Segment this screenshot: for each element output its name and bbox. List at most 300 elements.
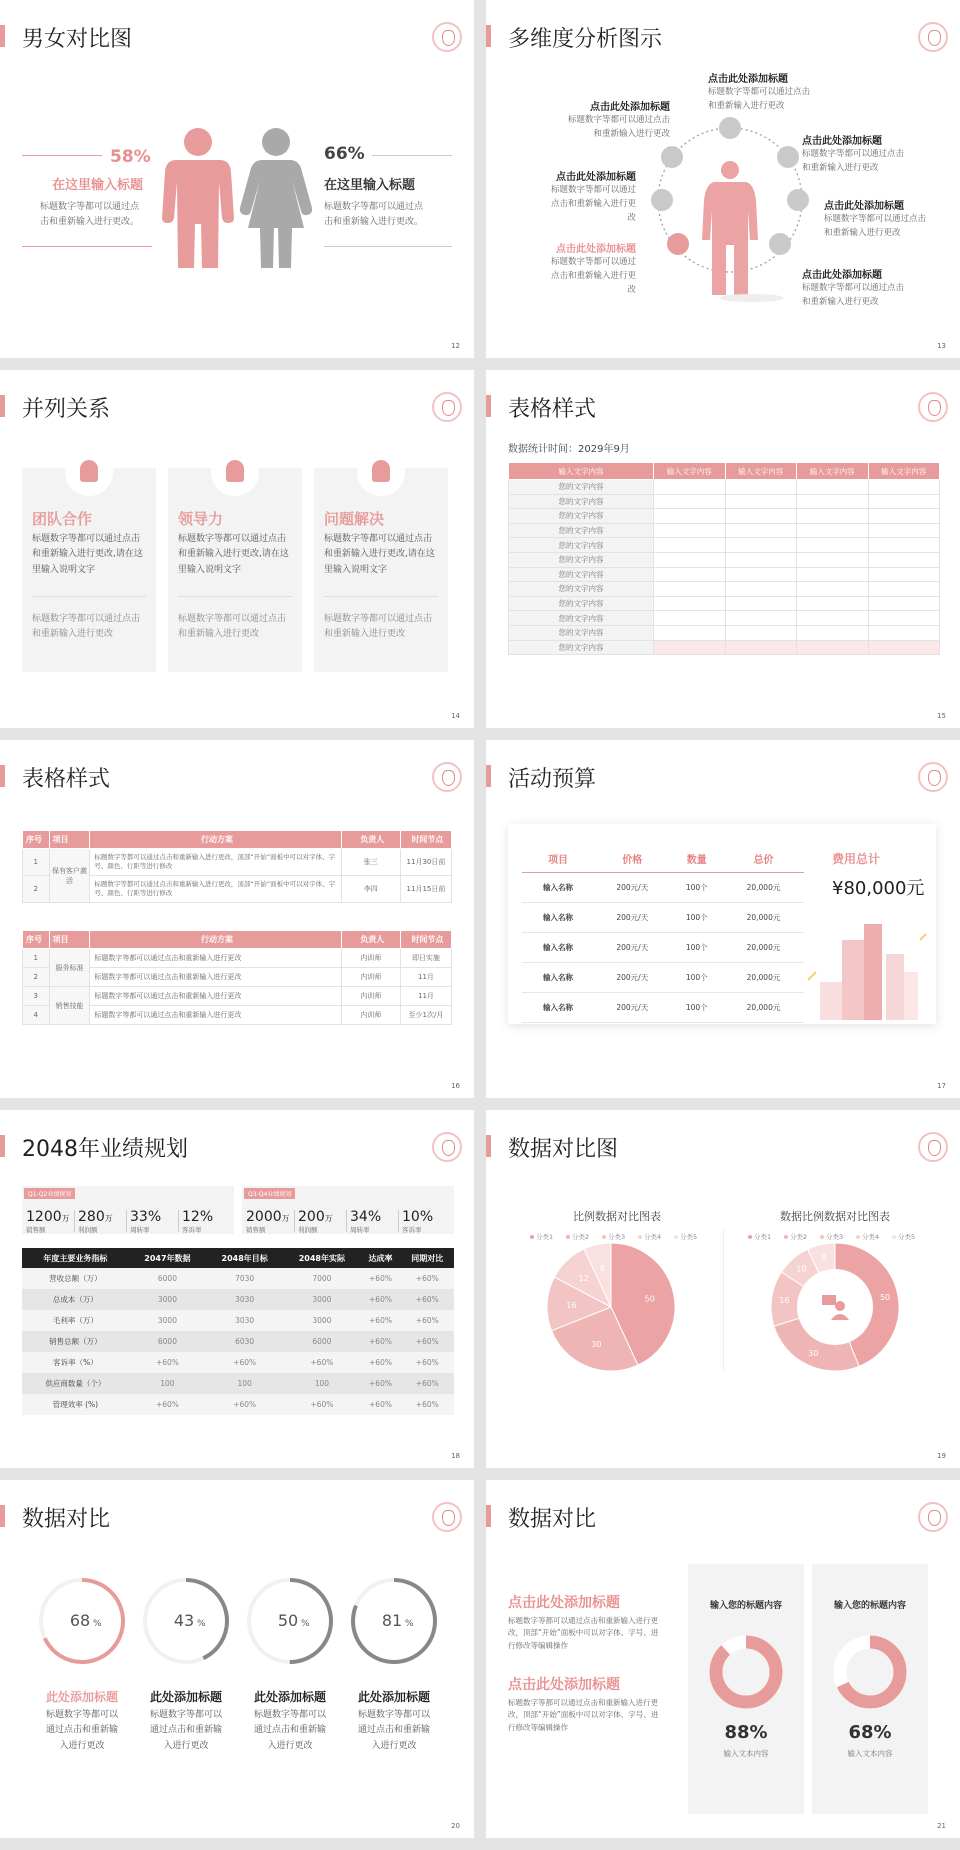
row-label: 您的文字内容 [509,509,654,524]
kpi-value: 34% [350,1209,382,1225]
card-heading: 团队合作 [32,510,93,528]
slide-13[interactable] [486,0,960,358]
legend-item [748,1232,771,1241]
plan-cell: 标题数字等都可以通过点击和重新输入进行更改，顶部“开始”面板中可以对字体、字号、颜色、行距等进行修改 [90,849,341,876]
item-desc: 标题数字等都可以通过点击和重新输入进行更改 [550,185,636,224]
table-cell[interactable] [868,596,940,611]
table-cell[interactable] [725,509,797,524]
table-cell[interactable] [868,625,940,640]
card-foot: 标题数字等都可以通过点击和重新输入进行更改 [32,614,141,640]
kpi-label: 利润额 [298,1226,318,1234]
table-cell[interactable] [654,625,726,640]
item-left-1[interactable] [560,98,670,141]
row-label: 您的文字内容 [509,480,654,495]
item-desc: 标题数字等都可以通过点击和重新输入进行更改 [567,115,670,140]
kpi-item [130,1206,180,1234]
table-row [509,523,940,538]
left-line [22,155,102,156]
kpi-value: 280 [78,1209,105,1225]
table-cell[interactable] [797,596,869,611]
date-cell: 即日实施 [400,949,451,968]
slice-label: 50 [644,1294,655,1304]
table-cell[interactable] [868,509,940,524]
progress-donut [830,1632,910,1712]
kpi-item [402,1206,452,1234]
table-row [22,1289,454,1310]
legend-item [638,1232,661,1241]
table-row [509,538,940,553]
table-row [509,567,940,582]
table-cell[interactable] [654,494,726,509]
table-cell: +60% [401,1373,454,1394]
table-cell: 毛利率（万） [22,1310,129,1331]
table-row [22,1373,454,1394]
page-number: 14 [451,712,460,720]
row-no: 2 [23,876,50,903]
table-cell[interactable] [868,480,940,495]
header-cell: 年度主要业务指标 [22,1248,129,1268]
male-figure-icon [160,128,236,270]
plan-cell: 标题数字等都可以通过点击和重新输入进行更改 [90,949,341,968]
legend-label: 分类2 [790,1233,808,1241]
page-number: 17 [937,1082,946,1090]
header-cell: 2048年实际 [283,1248,360,1268]
problem-icon [357,448,405,496]
table-cell[interactable] [868,552,940,567]
table-cell[interactable] [797,582,869,597]
progress-ring [245,1576,335,1666]
table-cell: 3000 [129,1289,206,1310]
table-cell[interactable] [868,611,940,626]
left-desc: 标题数字等都可以通过点击和重新输入进行更改。 [40,202,140,227]
ring-desc: 标题数字等都可以通过点击和重新输入进行更改 [45,1710,118,1751]
date-cell: 11月 [400,968,451,987]
kpi-item [182,1206,232,1234]
businessman-icon [700,160,760,300]
slice-label: 12 [578,1274,589,1284]
ring-value: 81 [381,1611,403,1630]
table-cell[interactable] [797,538,869,553]
logo-icon [432,22,462,52]
table-cell: 3000 [283,1289,360,1310]
table-cell[interactable] [797,480,869,495]
kpi-value: 200 [298,1209,325,1225]
table-cell[interactable] [654,480,726,495]
header-cell: 行动方案 [90,931,341,949]
kpi-value: 2000 [246,1209,282,1225]
icon-shape [372,460,390,482]
row-no: 4 [23,1006,50,1025]
slice-label: 30 [808,1349,819,1359]
item-left-3[interactable] [548,240,636,297]
ring-heading: 此处添加标题 [149,1690,222,1704]
legend-item [602,1232,625,1241]
owner-cell: 李四 [341,876,400,903]
table-header-row [509,463,940,480]
item-title: 点击此处添加标题 [556,244,636,255]
card-value: 88% [724,1722,768,1743]
tag-q1q2: Q1-Q2业绩规划 [24,1188,75,1199]
table-cell: 输入名称 [522,962,594,992]
logo-icon [432,762,462,792]
female-figure-icon [238,128,314,270]
ring-desc: 标题数字等都可以通过点击和重新输入进行更改 [149,1710,222,1751]
card-value: 68% [848,1722,892,1743]
slide-title: 多维度分析图示 [508,22,662,53]
legend-label: 分类4 [862,1233,880,1241]
plan-cell: 标题数字等都可以通过点击和重新输入进行更改 [90,987,341,1006]
table-row [509,640,940,655]
date-cell: 11月 [400,987,451,1006]
row-label: 您的文字内容 [509,596,654,611]
logo-icon [918,22,948,52]
item-right-1[interactable] [802,132,906,175]
slice-label: 30 [591,1339,602,1349]
feature-card[interactable] [22,468,156,672]
ring-heading: 此处添加标题 [45,1690,118,1704]
table-cell[interactable] [725,480,797,495]
kpi-label: 周转率 [350,1226,370,1234]
date-cell: 至少1次/月 [400,1006,451,1025]
kpi-unit: 万 [281,1214,290,1223]
slide-12[interactable] [0,0,474,358]
table-row [23,949,452,968]
slide-title: 2048年业绩规划 [22,1132,188,1163]
header-cell: 价格 [594,846,670,872]
table-cell[interactable] [797,640,869,655]
table-row [22,1310,454,1331]
kpi-label: 销售额 [246,1226,266,1234]
table-row [22,1394,454,1415]
owner-cell: 内训师 [341,968,400,987]
table-cell[interactable] [654,611,726,626]
table-cell[interactable] [797,494,869,509]
header-cell: 序号 [23,931,50,949]
table-cell[interactable] [797,523,869,538]
item-title: 点击此处添加标题 [556,172,636,183]
kpi-value-line [130,1206,180,1225]
legend-dot [638,1235,642,1239]
kpi-value-line [402,1206,452,1225]
kpi-label: 利润额 [78,1226,98,1234]
page-number: 12 [451,342,460,350]
kpi-value-line [78,1206,128,1225]
logo-icon [432,1502,462,1532]
table-cell: 200元/天 [594,872,670,902]
item-right-3[interactable] [802,266,906,309]
table-cell[interactable] [725,567,797,582]
slide-title: 数据对比 [508,1502,596,1533]
logo-icon [432,1132,462,1162]
legend-dot [674,1235,678,1239]
data-table [508,462,940,655]
table-cell: 100 [283,1373,360,1394]
city-buildings-icon [808,910,928,1020]
table-cell[interactable] [654,567,726,582]
left-heading: 在这里输入标题 [52,178,144,193]
kpi-divider [74,1210,75,1232]
header-cell: 数量 [671,846,723,872]
item-desc: 标题数字等都可以通过点击和重新输入进行更改 [802,149,905,174]
slice-label: 10 [796,1264,807,1274]
item-title: 点击此处添加标题 [824,201,904,212]
slide-14[interactable] [0,370,474,728]
legend-dot [602,1235,606,1239]
action-table-2 [22,930,452,1025]
right-desc: 标题数字等都可以通过点击和重新输入进行更改。 [324,202,424,227]
slide-16[interactable] [0,740,474,1098]
card-divider [324,596,438,597]
legend-dot [820,1235,824,1239]
page-number: 15 [937,712,946,720]
table-cell[interactable] [868,538,940,553]
table-row [522,932,804,962]
kpi-value-line [350,1206,400,1225]
table-cell: 管理效率 (%) [22,1394,129,1415]
header-cell: 输入文字内容 [868,463,940,480]
table-row [509,480,940,495]
table-cell[interactable] [797,567,869,582]
progress-ring [141,1576,231,1666]
right-bottom-line [324,246,452,247]
header-cell: 行动方案 [90,831,341,849]
table-cell: 营收总额（万） [22,1268,129,1289]
row-label: 您的文字内容 [509,582,654,597]
page-number: 20 [451,1822,460,1830]
table-cell: +60% [206,1352,283,1373]
table-cell: 100 [206,1373,283,1394]
ring-value: 50 [277,1611,299,1630]
table-cell: +60% [283,1352,360,1373]
table-cell[interactable] [725,538,797,553]
row-no: 3 [23,987,50,1006]
kpi-value: 1200 [26,1209,62,1225]
table-cell: 3000 [283,1310,360,1331]
stat-card[interactable] [688,1564,804,1814]
legend-label: 分类3 [826,1233,844,1241]
kpi-label: 客诉率 [182,1226,202,1234]
left-bottom-line [22,246,152,247]
table-cell: 6000 [129,1268,206,1289]
legend-label: 分类2 [572,1233,590,1241]
table-cell[interactable] [868,567,940,582]
group-cell: 保有客户激活 [49,849,90,903]
item-left-2[interactable] [546,168,636,225]
chart2-title: 数据比例数据对比图表 [780,1210,890,1223]
kpi-label: 周转率 [130,1226,150,1234]
kpi-divider [178,1210,179,1232]
item-title: 点击此处添加标题 [802,136,882,147]
card-desc: 标题数字等都可以通过点击和重新输入进行更改,请在这里输入说明文字 [324,534,435,575]
row-label: 您的文字内容 [509,611,654,626]
table-cell[interactable] [654,596,726,611]
table-cell[interactable] [654,523,726,538]
table-cell[interactable] [654,552,726,567]
ring-unit: % [301,1619,310,1629]
card-divider [178,596,292,597]
table-cell[interactable] [797,552,869,567]
kpi-item [78,1206,128,1234]
slide-title: 表格样式 [508,392,596,423]
text-block-1[interactable] [508,1592,664,1652]
table-cell[interactable] [725,596,797,611]
legend-item [566,1232,589,1241]
table-cell[interactable] [868,640,940,655]
header-cell: 总价 [723,846,804,872]
table-cell: 20,000元 [723,872,804,902]
legend-label: 分类4 [644,1233,662,1241]
total-value: ¥80,000元 [832,878,925,899]
block-desc: 标题数字等都可以通过点击和重新输入进行更改，顶部“开始”面板中可以对字体、字号、进行修改等编辑操作 [508,1698,659,1732]
kpi-value-line [26,1206,76,1225]
table-cell: +60% [401,1331,454,1352]
legend-dot [566,1235,570,1239]
card-heading: 领导力 [178,510,224,528]
page-number: 21 [937,1822,946,1830]
kpi-value-line [298,1206,348,1225]
table-cell[interactable] [868,582,940,597]
table-cell: +60% [360,1289,400,1310]
table-row [23,987,452,1006]
item-title: 点击此处添加标题 [708,74,788,85]
table-cell: 6030 [206,1331,283,1352]
page-number: 18 [451,1452,460,1460]
header-cell: 输入文字内容 [654,463,726,480]
plan-cell: 标题数字等都可以通过点击和重新输入进行更改 [90,968,341,987]
progress-ring [37,1576,127,1666]
slide-20[interactable] [0,1480,474,1838]
table-cell: 6000 [129,1331,206,1352]
kpi-value: 10% [402,1209,434,1225]
text-block-2[interactable] [508,1674,664,1734]
figure-shadow [720,294,784,302]
table-cell[interactable] [725,640,797,655]
table-cell[interactable] [725,611,797,626]
feature-card[interactable] [314,468,448,672]
table-cell[interactable] [725,582,797,597]
plan-cell: 标题数字等都可以通过点击和重新输入进行更改 [90,1006,341,1025]
item-title: 点击此处添加标题 [590,102,670,113]
kpi-label: 客诉率 [402,1226,422,1234]
owner-cell: 内训师 [341,987,400,1006]
kpi-divider [126,1210,127,1232]
slide-18[interactable] [0,1110,474,1468]
logo-icon [918,392,948,422]
header-cell: 负责人 [341,931,400,949]
row-label: 您的文字内容 [509,538,654,553]
table-cell[interactable] [725,625,797,640]
legend-label: 分类5 [680,1233,698,1241]
header-cell: 2048年目标 [206,1248,283,1268]
logo-icon [918,1132,948,1162]
table-cell[interactable] [725,523,797,538]
table-cell: 20,000元 [723,992,804,1022]
slide-title: 男女对比图 [22,22,132,53]
table-cell[interactable] [654,509,726,524]
table-cell[interactable] [797,509,869,524]
table-cell[interactable] [797,611,869,626]
budget-table [522,846,804,1023]
header-cell: 时间节点 [400,931,451,949]
table-row [509,625,940,640]
kpi-item [26,1206,76,1234]
table-cell: +60% [401,1289,454,1310]
legend-label: 分类1 [754,1233,772,1241]
stat-card[interactable] [812,1564,928,1814]
item-top-right[interactable] [708,70,812,113]
table-cell: 100个 [671,872,723,902]
table-cell: +60% [129,1352,206,1373]
table-cell[interactable] [725,552,797,567]
table-row [522,902,804,932]
table-cell[interactable] [654,640,726,655]
slide-15[interactable] [486,370,960,728]
table-cell: 7000 [283,1268,360,1289]
donut-progress [716,1642,776,1702]
header-cell: 输入文字内容 [509,463,654,480]
kpi-value: 12% [182,1209,214,1225]
slide-19[interactable] [486,1110,960,1468]
slide-17[interactable] [486,740,960,1098]
table-cell: 供应商数量（个） [22,1373,129,1394]
table-cell[interactable] [797,625,869,640]
legend-dot [892,1235,896,1239]
ring-unit: % [93,1619,102,1629]
table-cell: +60% [360,1352,400,1373]
kpi-divider [294,1210,295,1232]
kpi-value-line [182,1206,232,1225]
ring-desc: 标题数字等都可以通过点击和重新输入进行更改 [357,1710,430,1751]
kpi-value: 33% [130,1209,162,1225]
table-cell: +60% [283,1394,360,1415]
table-cell: 100个 [671,902,723,932]
logo-icon [432,392,462,422]
owner-cell: 张三 [341,849,400,876]
table-cell[interactable] [725,494,797,509]
legend-item [856,1232,879,1241]
table-cell: 100个 [671,932,723,962]
item-right-2[interactable] [824,197,928,240]
table-row [22,1352,454,1373]
table-cell[interactable] [654,582,726,597]
person-icon [820,1292,850,1322]
table-cell: 输入名称 [522,902,594,932]
kpi-item [350,1206,400,1234]
table-cell: 100个 [671,992,723,1022]
table-cell: 3000 [129,1310,206,1331]
total-label: 费用总计 [832,852,881,866]
slide-21[interactable] [486,1480,960,1838]
table-cell: +60% [360,1310,400,1331]
table-cell[interactable] [868,494,940,509]
item-desc: 标题数字等都可以通过点击和重新输入进行更改 [708,87,811,112]
table-cell: 总成本（万） [22,1289,129,1310]
card-foot: 标题数字等都可以通过点击和重新输入进行更改 [324,614,433,640]
table-cell: 20,000元 [723,932,804,962]
table-cell[interactable] [654,538,726,553]
feature-card[interactable] [168,468,302,672]
table-cell: +60% [360,1331,400,1352]
table-cell: 销售总额（万） [22,1331,129,1352]
block-desc: 标题数字等都可以通过点击和重新输入进行更改，顶部“开始”面板中可以对字体、字号、进行修改等编辑操作 [508,1616,659,1650]
card-sub: 输入文本内容 [847,1749,893,1758]
kpi-divider [346,1210,347,1232]
legend-item [530,1232,553,1241]
right-percent: 66% [324,144,365,164]
table-cell: +60% [401,1394,454,1415]
table-cell[interactable] [868,523,940,538]
slide-title: 数据对比 [22,1502,110,1533]
